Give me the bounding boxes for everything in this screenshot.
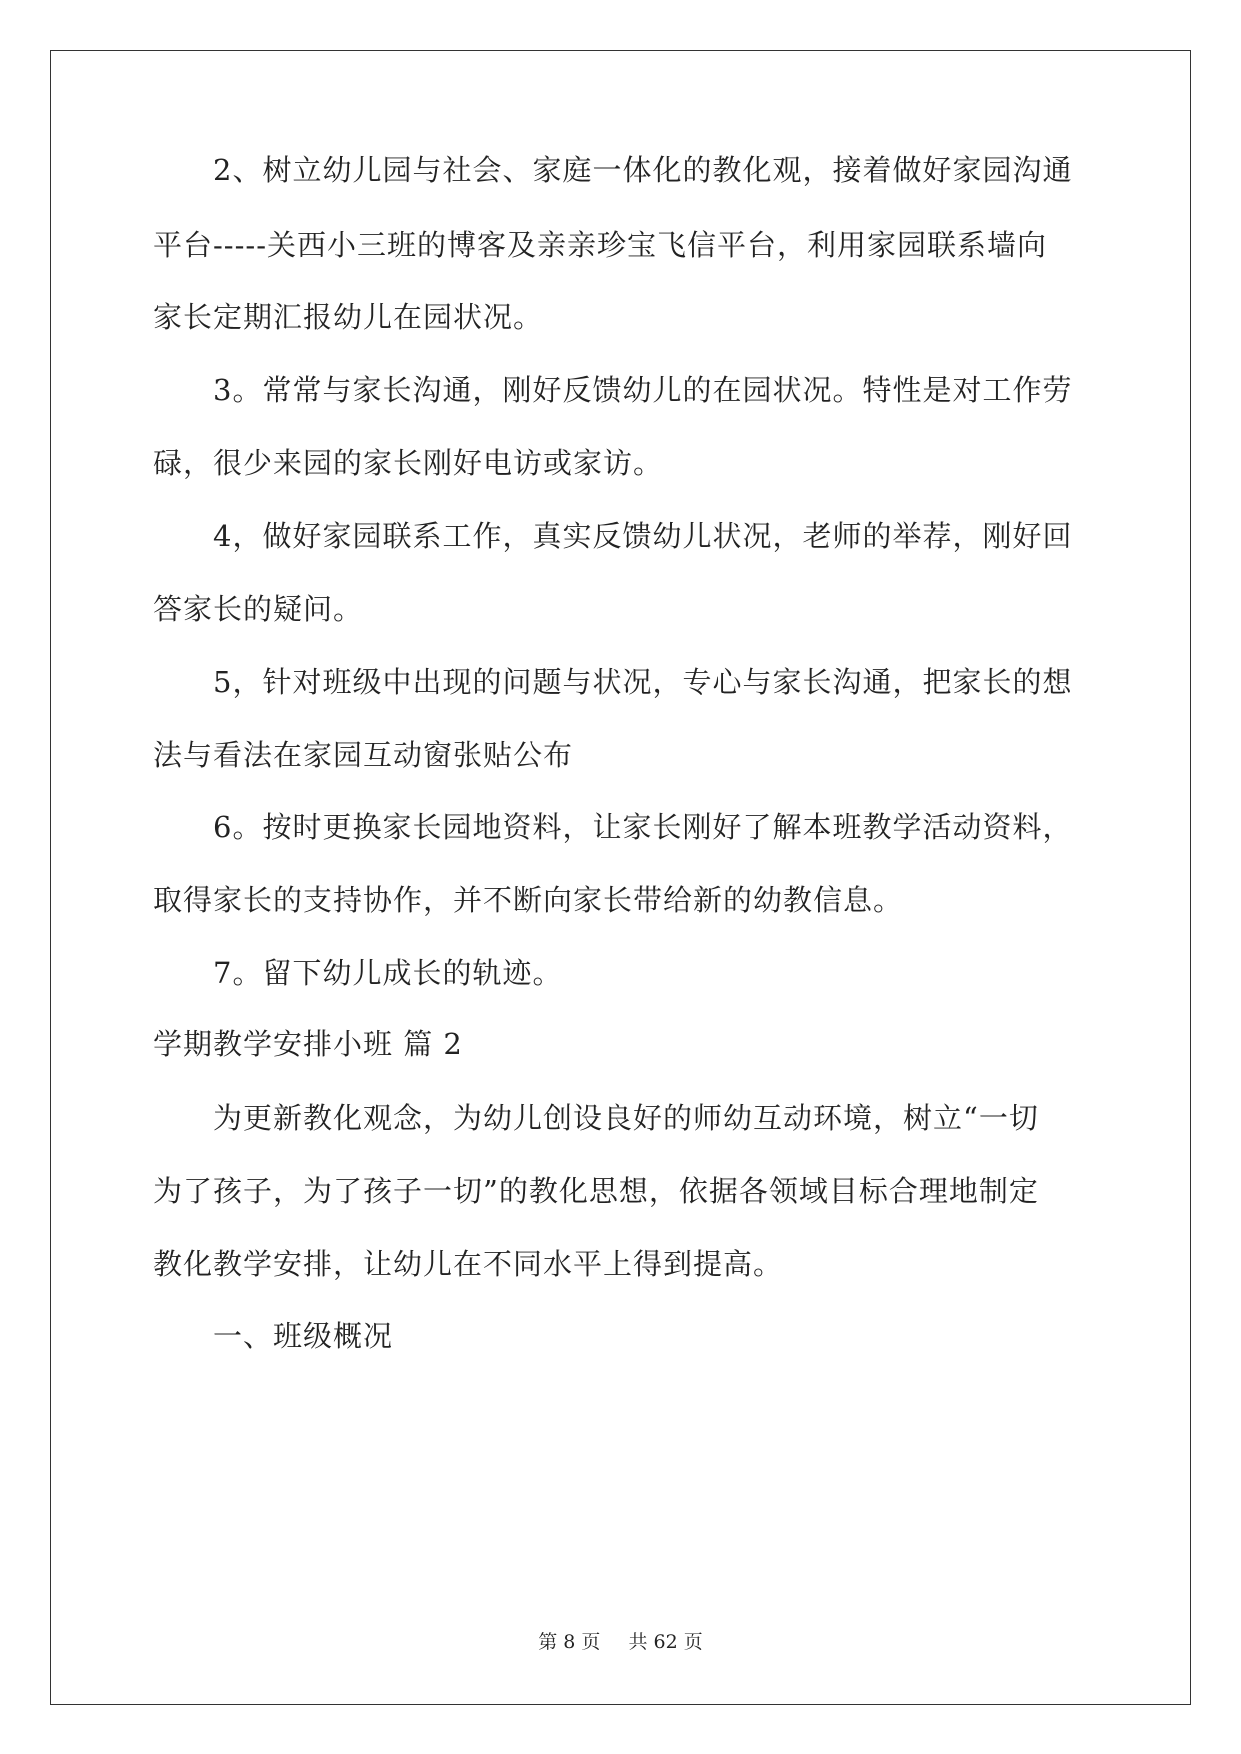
paragraph-line: 5，针对班级中出现的问题与状况，专心与家长沟通，把家长的想: [213, 665, 1073, 699]
paragraph-line: 法与看法在家园互动窗张贴公布: [153, 738, 574, 772]
paragraph-line: 4，做好家园联系工作，真实反馈幼儿状况，老师的举荐，刚好回: [213, 519, 1073, 553]
section-heading: 学期教学安排小班 篇 2: [153, 1027, 463, 1061]
paragraph-line: 答家长的疑问。: [153, 592, 364, 626]
paragraph-line: 为更新教化观念，为幼儿创设良好的师幼互动环境，树立“一切: [213, 1101, 1039, 1135]
page-number: 第 8 页: [538, 1631, 601, 1653]
paragraph-line: 家长定期汇报幼儿在园状况。: [153, 300, 544, 334]
paragraph-line: 3。常常与家长沟通，刚好反馈幼儿的在园状况。特性是对工作劳: [213, 373, 1073, 407]
subsection-heading: 一、班级概况: [213, 1319, 394, 1353]
paragraph-line: 平台-----关西小三班的博客及亲亲珍宝飞信平台，利用家园联系墙向: [153, 228, 1047, 262]
page-total: 共 62 页: [628, 1631, 703, 1653]
paragraph-line: 碌，很少来园的家长刚好电访或家访。: [153, 446, 664, 480]
paragraph-line: 2、树立幼儿园与社会、家庭一体化的教化观，接着做好家园沟通: [213, 153, 1073, 187]
paragraph-line: 6。按时更换家长园地资料，让家长刚好了解本班教学活动资料，: [213, 810, 1073, 844]
page-footer: [0, 1630, 1241, 1654]
paragraph-line: 取得家长的支持协作，并不断向家长带给新的幼教信息。: [153, 883, 904, 917]
paragraph-line: 7。留下幼儿成长的轨迹。: [213, 956, 563, 990]
paragraph-line: 教化教学安排，让幼儿在不同水平上得到提高。: [153, 1247, 784, 1281]
paragraph-line: 为了孩子，为了孩子一切”的教化思想，依据各领域目标合理地制定: [153, 1174, 1039, 1208]
